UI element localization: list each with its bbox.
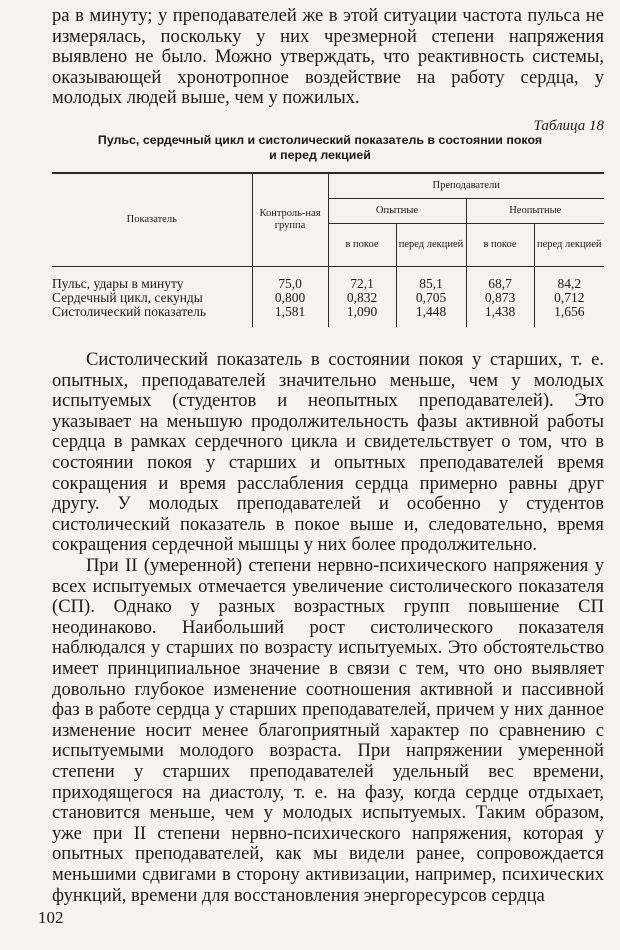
row-label: Сердечный цикл, секунды: [52, 290, 203, 305]
paragraph-systolic-rest: Систолический показатель в состоянии покоя у старших, т. е. опытных, преподавателей значительно меньше, чем у молодых испытуемых (студентов и неопытных преподавателей). Это указывает на меньшую продолжительность фазы активной работы сердца в рамках сердечного цикла и свидетельствует о том, что в состоянии покоя у старших и опытных преподавателей время сокращения и время расслабления сердца примерно равны друг другу. У молодых преподавателей и особенно у студентов систолический показатель в покое выше и, следовательно, время сокращения сердечной мышцы у них более продолжительно.: [52, 349, 604, 556]
cell-exp-rest: 0,832: [328, 291, 396, 305]
cell-inexp-before: 1,656: [534, 305, 604, 327]
cell-inexp-rest: 0,873: [466, 291, 534, 305]
cell-control: 75,0: [252, 267, 328, 292]
header-inexp-rest: в покое: [466, 224, 534, 267]
table-row: [52, 267, 604, 292]
table-number-label: Таблица 18: [533, 118, 604, 134]
header-inexp-before-lecture: перед лекцией: [534, 224, 604, 267]
table-title: [60, 133, 580, 163]
table-row: [52, 291, 604, 305]
cell-exp-rest: 1,090: [328, 305, 396, 327]
data-table: [52, 172, 604, 327]
cell-exp-before: 85,1: [396, 267, 466, 292]
row-label: Систолический показатель: [52, 304, 207, 319]
header-inexperienced: Неопытные: [466, 199, 604, 224]
cell-control: 1,581: [252, 305, 328, 327]
table-title-line-2: и перед лекцией: [269, 148, 371, 162]
header-indicator: Показатель: [52, 173, 252, 267]
header-control-group: Контроль-ная группа: [252, 173, 328, 267]
cell-inexp-before: 84,2: [534, 267, 604, 292]
header-exp-rest: в покое: [328, 224, 396, 267]
table-row: [52, 305, 604, 327]
cell-exp-before: 1,448: [396, 305, 466, 327]
cell-inexp-before: 0,712: [534, 291, 604, 305]
header-exp-before-lecture: перед лекцией: [396, 224, 466, 267]
cell-inexp-rest: 68,7: [466, 267, 534, 292]
table-title-line-1: Пульс, сердечный цикл и систолический показатель в состоянии покоя: [97, 133, 543, 147]
cell-inexp-rest: 1,438: [466, 305, 534, 327]
cell-control: 0,800: [252, 291, 328, 305]
header-teachers: Преподаватели: [328, 173, 604, 199]
paragraph-moderate-tension: При II (умеренной) степени нервно-психического напряжения у всех испытуемых отмечается увеличение систолического показателя (СП). Однако у разных возрастных групп повышение СП неодинаково. Наибольший рост систолического показателя наблюдался у старших по возрасту испытуемых. Это обстоятельство имеет принципиальное значение в связи с тем, что оно выявляет довольно глубокое изменение соотношения активной и пассивной фаз в работе сердца у старших преподавателей, причем у них данное изменение носит менее благоприятный характер по сравнению с испытуемыми молодого возраста. При напряжении умеренной степени у старших преподавателей удельный вес времени, приходящегося на диастолу, т. е. на фазу, когда сердце отдыхает, становится меньше, чем у молодых испытуемых. Таким образом, уже при II степени нервно-психического напряжения, которая у опытных преподавателей, как мы видели ранее, сопровождается меньшими сдвигами в сторону активизации, например, психических функций, времени для восстановления энергоресурсов сердца: [52, 555, 604, 906]
paragraph-intro: ра в минуту; у преподавателей же в этой ситуации частота пульса не измерялась, поскольку у них чрезмерной степени напряжения выявлено не было. Можно утверждать, что реактивность системы, оказывающей хронотропное воздействие на работу сердца, у молодых людей выше, чем у пожилых.: [52, 5, 604, 109]
cell-exp-before: 0,705: [396, 291, 466, 305]
page-number: 102: [38, 908, 64, 927]
row-label: Пульс, удары в минуту: [52, 276, 184, 291]
cell-exp-rest: 72,1: [328, 267, 396, 292]
header-experienced: Опытные: [328, 199, 466, 224]
